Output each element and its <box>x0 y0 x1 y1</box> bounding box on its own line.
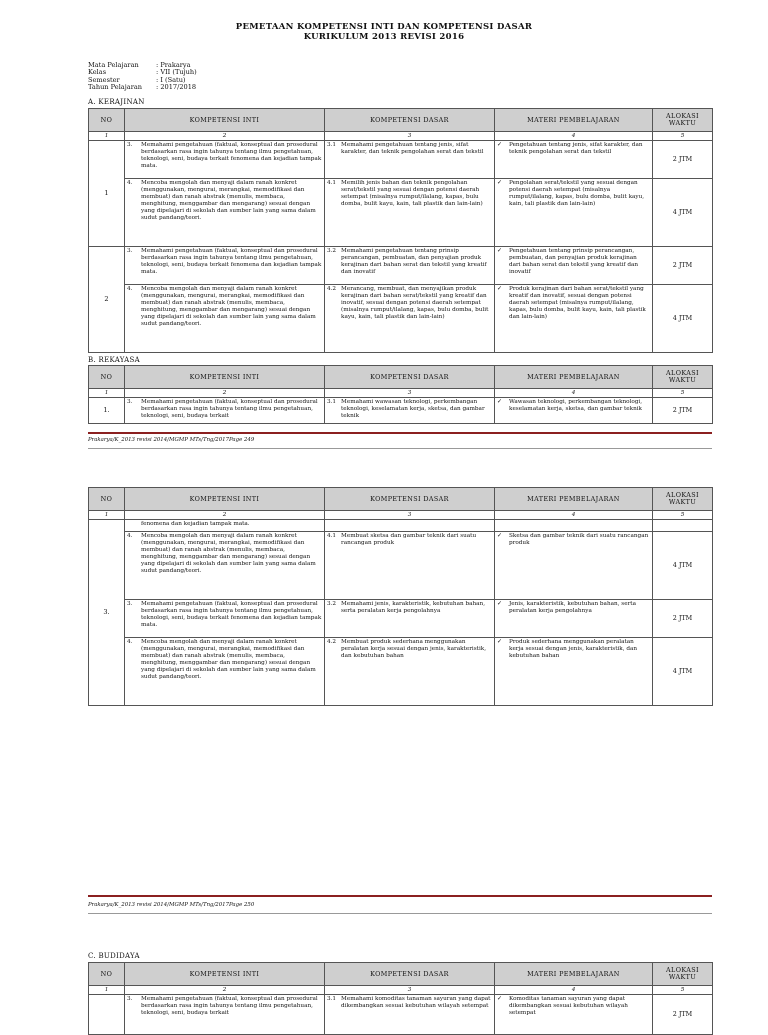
column-number: 4 <box>495 389 653 398</box>
kd-cell-item <box>327 601 492 615</box>
ki-cell-text: Mencoba mengolah dan menyaji dalam ranah konkret (menggunakan, mengurai, merangkai, memodifikasi dan membuat) dan ranah abstrak (menulis, membaca, menghitung, menggambar dan mengarang) sesuai dengan yang dipelajari di sekolah dan sumber lain yang sama dalam sudut pandang/teori. <box>141 286 316 327</box>
col-ki: KOMPETENSI INTI <box>125 963 325 986</box>
materi-cell-item <box>497 639 650 660</box>
meta-key: Kelas <box>88 68 107 77</box>
kd-cell <box>325 247 495 285</box>
ki-cell-number: 4. <box>127 286 133 292</box>
kd-cell-number: 3.2 <box>327 601 337 607</box>
meta-key: Semester <box>88 75 120 84</box>
materi-cell-text: Produk kerajinan dari bahan serat/tekstil yang kreatif dan inovatif, sesuai dengan potensi daerah setempat (misalnya rumput/ilalang, kapas, bulu domba, bulit kayu, kain, tali plastik dan lain-lain) <box>509 286 646 320</box>
check-icon: ✓ <box>497 247 503 254</box>
kd-cell-item <box>327 639 492 660</box>
col-ki: KOMPETENSI INTI <box>125 109 325 132</box>
table-rekayasa-cont <box>88 487 713 706</box>
ki-cell-text: Mencoba mengolah dan menyaji dalam ranah konkret (menggunakan, mengurai, merangkai, memodifikasi dan membuat) dan ranah abstrak (menulis, membaca, menghitung, menggambar dan mengarang) sesuai dengan yang dipelajari di sekolah dan sumber lain yang sama dalam sudut pandang/teori. <box>141 180 316 221</box>
col-materi: MATERI PEMBELAJARAN <box>495 109 653 132</box>
row-number: 3. <box>89 520 125 706</box>
check-icon: ✓ <box>497 285 503 292</box>
doc-subtitle: KURIKULUM 2013 REVISI 2016 <box>303 32 465 42</box>
meta-block <box>88 62 197 92</box>
row-number: 2 <box>89 247 125 353</box>
alokasi-cell: 2 JTM <box>653 398 713 424</box>
table-header-row <box>89 488 713 511</box>
kd-cell-item <box>327 533 492 547</box>
section-b-heading: B. REKAYASA <box>88 356 140 364</box>
materi-cell <box>495 520 653 532</box>
alokasi-cell <box>653 520 713 532</box>
col-ki: KOMPETENSI INTI <box>125 366 325 389</box>
check-icon: ✓ <box>497 398 503 405</box>
doc-title: PEMETAAN KOMPETENSI INTI DAN KOMPETENSI DASAR <box>235 22 533 32</box>
row-number <box>89 995 125 1035</box>
ki-cell <box>125 520 325 532</box>
kd-cell-item <box>327 248 492 276</box>
column-number: 1 <box>89 511 125 520</box>
ki-cell <box>125 398 325 424</box>
section-a-heading: A. KERAJINAN <box>88 98 145 106</box>
col-alokasi: ALOKASI WAKTU <box>653 963 713 986</box>
materi-cell-item <box>497 996 650 1017</box>
kd-cell <box>325 398 495 424</box>
col-alokasi: ALOKASI WAKTU <box>653 488 713 511</box>
ki-cell-text: Memahami pengetahuan (faktual, konseptual dan prosedural berdasarkan rasa ingin tahunya tentang ilmu pengetahuan, teknologi, seni, budaya terkait fenomena dan kejadian tampak mata. <box>141 248 322 275</box>
row-number: 1. <box>89 398 125 424</box>
ki-cell-item <box>127 521 322 528</box>
col-kd: KOMPETENSI DASAR <box>325 109 495 132</box>
meta-value: : Prakarya <box>156 61 191 69</box>
table-row <box>89 520 713 532</box>
ki-cell <box>125 247 325 285</box>
column-number-row <box>89 132 713 141</box>
table-row <box>89 532 713 600</box>
ki-cell-number: 4. <box>127 639 133 645</box>
col-kd: KOMPETENSI DASAR <box>325 963 495 986</box>
materi-cell-item <box>497 533 650 547</box>
ki-cell-text: Memahami pengetahuan (faktual, konseptual dan prosedural berdasarkan rasa ingin tahunya tentang ilmu pengetahuan, teknologi, seni, budaya terkait <box>141 996 318 1016</box>
column-number: 3 <box>325 132 495 141</box>
column-number: 5 <box>653 986 713 995</box>
column-number: 1 <box>89 986 125 995</box>
ki-cell-text: Memahami pengetahuan (faktual, konseptual dan prosedural berdasarkan rasa ingin tahunya tentang ilmu pengetahuan, teknologi, seni, budaya terkait <box>141 399 318 419</box>
table-row <box>89 600 713 638</box>
ki-cell-item <box>127 996 322 1017</box>
col-alokasi: ALOKASI WAKTU <box>653 366 713 389</box>
ki-cell-number: 3. <box>127 399 133 405</box>
table-row <box>89 285 713 353</box>
materi-cell-item <box>497 248 650 276</box>
column-number: 4 <box>495 132 653 141</box>
page-footer: Prakarya/K_2013 revisi 2014/MGMP MTs/Tng/2017Page 249 <box>88 437 255 443</box>
ki-cell-number: 3. <box>127 601 133 607</box>
materi-cell-item <box>497 286 650 321</box>
ki-cell <box>125 532 325 600</box>
materi-cell-item <box>497 399 650 413</box>
table-row <box>89 638 713 706</box>
ki-cell <box>125 141 325 179</box>
table-row <box>89 995 713 1035</box>
alokasi-cell: 2 JTM <box>653 995 713 1035</box>
table-row <box>89 179 713 247</box>
materi-cell <box>495 600 653 638</box>
table-header-row <box>89 366 713 389</box>
materi-cell-text: Sketsa dan gambar teknik dari suatu rancangan produk <box>509 533 649 546</box>
meta-key: Tahun Pelajaran <box>88 83 143 92</box>
kd-cell-number: 4.1 <box>327 180 337 186</box>
kd-cell <box>325 285 495 353</box>
ki-cell <box>125 995 325 1035</box>
materi-cell <box>495 398 653 424</box>
column-number: 2 <box>125 132 325 141</box>
column-number: 4 <box>495 986 653 995</box>
ki-cell-number: 4. <box>127 533 133 539</box>
ki-cell-item <box>127 142 322 170</box>
kd-cell-number: 4.1 <box>327 533 337 539</box>
materi-cell-item <box>497 180 650 208</box>
kd-cell <box>325 141 495 179</box>
ki-cell-number: 3. <box>127 142 133 148</box>
kd-cell-item <box>327 142 492 156</box>
col-no: NO <box>89 109 125 132</box>
kd-cell-item <box>327 180 492 208</box>
kd-cell <box>325 995 495 1035</box>
check-icon: ✓ <box>497 141 503 148</box>
ki-cell-text: Memahami pengetahuan (faktual, konseptual dan prosedural berdasarkan rasa ingin tahunya tentang ilmu pengetahuan, teknologi, seni, budaya terkait fenomena dan kejadian tampak mata. <box>141 142 322 169</box>
kd-cell-text: Memahami pengetahuan tentang prinsip perancangan, pembuatan, dan penyajian produk kerajinan dari bahan serat dan tekstil yang kreatif dan inovatif <box>341 248 487 275</box>
materi-cell-text: Wawasan teknologi, perkembangan teknologi, keselamatan kerja, sketsa, dan gambar teknik <box>509 399 643 412</box>
ki-cell-text: Mencoba mengolah dan menyaji dalam ranah konkret (menggunakan, mengurai, merangkai, memodifikasi dan membuat) dan ranah abstrak (menulis, membaca, menghitung, menggambar dan mengarang) sesuai dengan yang dipelajari di sekolah dan sumber lain yang sama dalam sudut pandang/teori. <box>141 533 316 574</box>
check-icon: ✓ <box>497 532 503 539</box>
check-icon: ✓ <box>497 179 503 186</box>
ki-cell <box>125 179 325 247</box>
ki-cell-number: 4. <box>127 180 133 186</box>
materi-cell-text: Komoditas tanaman sayuran yang dapat dikembangkan sesuai kebutuhan wilayah setempat <box>509 996 628 1016</box>
alokasi-cell: 4 JTM <box>653 532 713 600</box>
kd-cell <box>325 179 495 247</box>
column-number: 4 <box>495 511 653 520</box>
column-number: 2 <box>125 511 325 520</box>
ki-cell-number: 3. <box>127 248 133 254</box>
materi-cell-text: Jenis, karakteristik, kebutuhan bahan, serta peralatan kerja pengolahnya <box>509 601 636 614</box>
kd-cell-number: 3.1 <box>327 996 337 1002</box>
kd-cell-text: Memahami komoditas tanaman sayuran yang dapat dikembangkan sesuai kebutuhan wilayah setempat <box>341 996 491 1009</box>
ki-cell-item <box>127 286 322 327</box>
alokasi-cell: 2 JTM <box>653 600 713 638</box>
col-alokasi: ALOKASI WAKTU <box>653 109 713 132</box>
alokasi-cell: 4 JTM <box>653 638 713 706</box>
ki-cell-text: Memahami pengetahuan (faktual, konseptual dan prosedural berdasarkan rasa ingin tahunya tentang ilmu pengetahuan, teknologi, seni, budaya terkait fenomena dan kejadian tampak mata. <box>141 601 322 628</box>
column-number: 3 <box>325 511 495 520</box>
meta-value: : I (Satu) <box>156 75 186 84</box>
kd-cell <box>325 638 495 706</box>
alokasi-cell: 2 JTM <box>653 247 713 285</box>
kd-cell-item <box>327 286 492 321</box>
check-icon: ✓ <box>497 995 503 1002</box>
column-number: 2 <box>125 389 325 398</box>
kd-cell-text: Membuat sketsa dan gambar teknik dari suatu rancangan produk <box>341 533 477 546</box>
kd-cell <box>325 600 495 638</box>
meta-value: : VII (Tujuh) <box>156 68 197 77</box>
materi-cell <box>495 141 653 179</box>
kd-cell <box>325 532 495 600</box>
materi-cell-text: Pengolahan serat/tekstil yang sesuai dengan potensi daerah setempat (misalnya rumput/ilalang, kapas, bulu domba, bulit kayu, kain, tali plastik dan lain-lain) <box>509 180 645 207</box>
section-c-heading: C. BUDIDAYA <box>88 952 140 960</box>
table-row <box>89 247 713 285</box>
table-row <box>89 398 713 424</box>
table-rekayasa <box>88 365 713 424</box>
kd-cell-item <box>327 399 492 420</box>
table-row <box>89 141 713 179</box>
table-kerajinan <box>88 108 713 353</box>
page-separator <box>88 913 712 914</box>
kd-cell-text: Memilih jenis bahan dan teknik pengolahan serat/tekstil yang sesuai dengan potensi daerah setempat (misalnya rumput/ilalang, kapas, bulu domba, bulit kayu, kain, tali plastik dan lain-lain) <box>341 180 483 207</box>
materi-cell-item <box>497 142 650 156</box>
col-ki: KOMPETENSI INTI <box>125 488 325 511</box>
col-materi: MATERI PEMBELAJARAN <box>495 488 653 511</box>
materi-cell <box>495 995 653 1035</box>
ki-cell-number: 3. <box>127 996 133 1002</box>
column-number: 2 <box>125 986 325 995</box>
col-kd: KOMPETENSI DASAR <box>325 366 495 389</box>
alokasi-cell: 4 JTM <box>653 285 713 353</box>
ki-cell-item <box>127 180 322 221</box>
column-number: 5 <box>653 389 713 398</box>
col-materi: MATERI PEMBELAJARAN <box>495 366 653 389</box>
meta-key: Mata Pelajaran <box>88 61 139 69</box>
page-separator <box>88 448 712 449</box>
kd-cell-text: Memahami jenis, karakteristik, kebutuhan bahan, serta peralatan kerja pengolahnya <box>341 601 486 614</box>
column-number-row <box>89 986 713 995</box>
column-number: 3 <box>325 986 495 995</box>
kd-cell-text: Merancang, membuat, dan menyajikan produk kerajinan dari bahan serat/tekstil yang kreatif dan inovatif, sesuai dengan potensi daerah setempat (misalnya rumput/ilalang, kapas, bulu domba, bulit kayu, kain, tali plastik dan lain-lain) <box>341 286 489 320</box>
col-no: NO <box>89 366 125 389</box>
alokasi-cell: 4 JTM <box>653 179 713 247</box>
ki-cell-number <box>127 521 141 528</box>
table-budidaya <box>88 962 713 1035</box>
meta-row <box>88 84 197 91</box>
materi-cell-text: Pengetahuan tentang prinsip perancangan, pembuatan, dan penyajian produk kerajinan dari bahan serat dan tekstil yang kreatif dan inovatif <box>509 248 639 275</box>
col-no: NO <box>89 488 125 511</box>
materi-cell <box>495 285 653 353</box>
ki-cell-item <box>127 601 322 629</box>
meta-value: : 2017/2018 <box>156 83 197 92</box>
materi-cell-item <box>497 601 650 615</box>
table-header-row <box>89 963 713 986</box>
kd-cell-number: 3.2 <box>327 248 337 254</box>
col-materi: MATERI PEMBELAJARAN <box>495 963 653 986</box>
ki-cell-item <box>127 248 322 276</box>
kd-cell-number: 3.1 <box>327 142 337 148</box>
kd-cell-item <box>327 996 492 1010</box>
materi-cell-text: Produk sederhana menggunakan peralatan kerja sesuai dengan jenis, karakteristik, dan kebutuhan bahan <box>509 639 638 659</box>
materi-cell-text: Pengetahuan tentang jenis, sifat karakter, dan teknik pengolahan serat dan tekstil <box>509 142 643 155</box>
column-number: 5 <box>653 511 713 520</box>
ki-cell-item <box>127 533 322 574</box>
kd-cell <box>325 520 495 532</box>
kd-cell-text: Memahami pengetahuan tentang jenis, sifat karakter, dan teknik pengolahan serat dan tekstil <box>341 142 484 155</box>
alokasi-cell: 2 JTM <box>653 141 713 179</box>
column-number: 3 <box>325 389 495 398</box>
materi-cell <box>495 532 653 600</box>
materi-cell <box>495 179 653 247</box>
ki-cell-item <box>127 639 322 680</box>
ki-cell <box>125 285 325 353</box>
materi-cell <box>495 247 653 285</box>
column-number-row <box>89 511 713 520</box>
column-number-row <box>89 389 713 398</box>
table-header-row <box>89 109 713 132</box>
check-icon: ✓ <box>497 600 503 607</box>
col-kd: KOMPETENSI DASAR <box>325 488 495 511</box>
column-number: 1 <box>89 132 125 141</box>
column-number: 1 <box>89 389 125 398</box>
check-icon: ✓ <box>497 638 503 645</box>
kd-cell-text: Membuat produk sederhana menggunakan peralatan kerja sesuai dengan jenis, karakteristik, dan kebutuhan bahan <box>341 639 487 659</box>
page-rule <box>88 432 712 434</box>
column-number: 5 <box>653 132 713 141</box>
col-no: NO <box>89 963 125 986</box>
materi-cell <box>495 638 653 706</box>
ki-cell-text: fenomena dan kejadian tampak mata. <box>141 521 250 527</box>
ki-cell-text: Mencoba mengolah dan menyaji dalam ranah konkret (menggunakan, mengurai, merangkai, memodifikasi dan membuat) dan ranah abstrak (menulis, membaca, menghitung, menggambar dan mengarang) sesuai dengan yang dipelajari di sekolah dan sumber lain yang sama dalam sudut pandang/teori. <box>141 639 316 680</box>
ki-cell <box>125 600 325 638</box>
kd-cell-number: 3.1 <box>327 399 337 405</box>
page-rule <box>88 895 712 897</box>
kd-cell-number: 4.2 <box>327 286 337 292</box>
row-number: 1 <box>89 141 125 247</box>
page-footer: Prakarya/K_2013 revisi 2014/MGMP MTs/Tng/2017Page 250 <box>88 902 255 908</box>
ki-cell-item <box>127 399 322 420</box>
ki-cell <box>125 638 325 706</box>
kd-cell-number: 4.2 <box>327 639 337 645</box>
kd-cell-text: Memahami wawasan teknologi, perkembangan teknologi, keselamatan kerja, sketsa, dan gambar teknik <box>341 399 485 419</box>
